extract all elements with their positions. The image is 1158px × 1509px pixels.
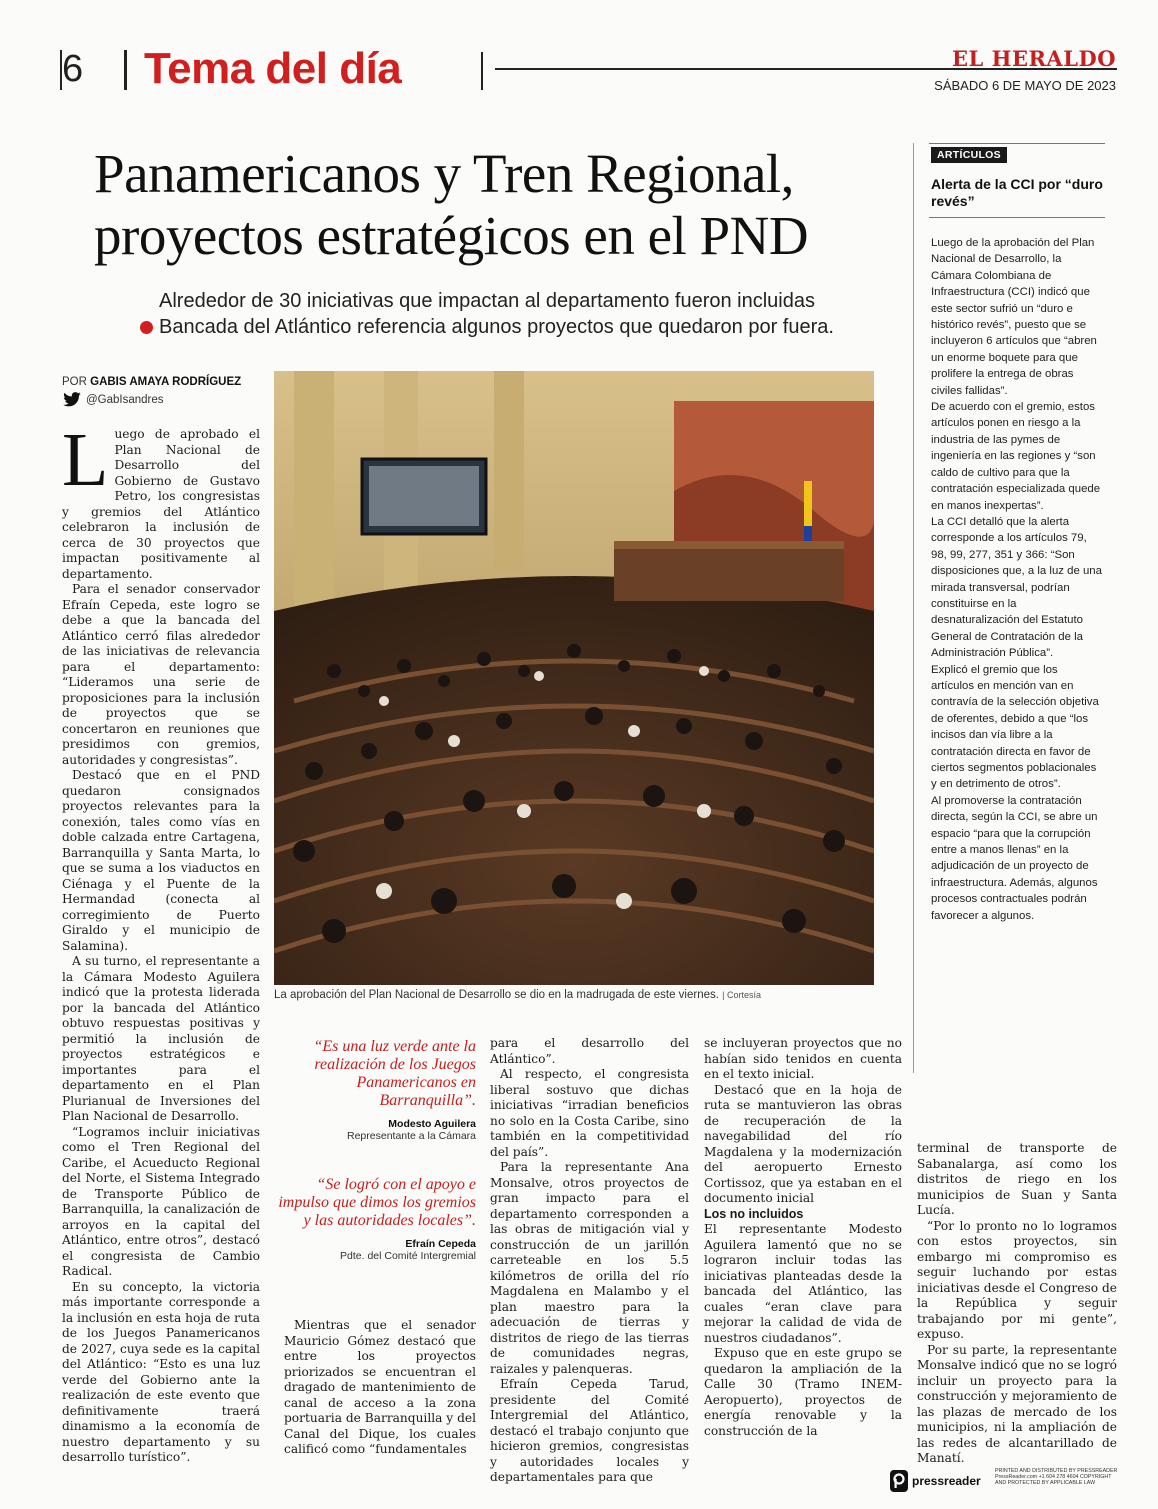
- article-column-2: [284, 1318, 476, 1458]
- article-paragraph: El representante Modesto Aguilera lamentó que no se lograron incluir todas las iniciativas planteadas desde la bancada del Atlántico, las cuales “eran clave para mejorar la calidad de vida de nuestros ciudadanos”.: [704, 1222, 902, 1345]
- article-paragraph: “Por lo pronto no lo logramos con estos proyectos, sin embargo mi compromiso es seguir luchando por estas iniciativas desde el Congreso de la República y seguir trabajando por mi gente”, expuso.: [917, 1218, 1117, 1341]
- twitter-handle[interactable]: @GabIsandres: [62, 392, 164, 408]
- author-name: GABIS AMAYA RODRÍGUEZ: [90, 376, 242, 388]
- pressreader-name: pressreader: [912, 1474, 981, 1488]
- quote-text: “Se logró con el apoyo e impulso que dimos los gremios y las autoridades locales”.: [278, 1176, 476, 1229]
- article-paragraph: “Logramos incluir iniciativas como el Tren Regional del Caribe, el Acueducto Regional del Norte, el Sistema Integrado de Transporte Público de Barranquilla, la canalización de arroyos en la capital del Atlántico, entre otros”, destacó el congresista de Cambio Radical.: [62, 1124, 260, 1278]
- photo-credit: | Cortesía: [722, 990, 762, 1000]
- article-paragraph: Para el senador conservador Efraín Cepeda, este logro se debe a que la bancada del Atlántico cerró filas alrededor de las iniciativas de relevancia para el departamento: “Lideramos una serie de proposiciones para la inclusión de proyectos que se concertaron en reuniones que presidimos con gremios, autoridades y congresistas”.: [62, 582, 260, 767]
- quote-role: Pdte. del Comité Intergremial: [340, 1250, 476, 1262]
- quote-author: Modesto Aguilera: [388, 1118, 476, 1130]
- byline: POR GABIS AMAYA RODRÍGUEZ: [62, 376, 242, 388]
- sidebar-divider: [913, 143, 914, 1073]
- article-column-1: [62, 418, 260, 1466]
- twitter-bird-icon: [62, 392, 82, 408]
- sidebar-paragraph: Al promoverse la contratación directa, según la CCI, se abre un espacio “para que la corrupción entre a manos llenas” en la adjudicación de un proyecto de infraestructura. Además, algunos procesos contractuales podrán favorecer a algunos.: [931, 794, 1098, 922]
- article-paragraph: Para la representante Ana Monsalve, otros proyectos de gran impacto para el departamento corresponden a las obras de mitigación vial y construcción de un jarillón carreteable en los 5.5 kilómetros de orilla del río Magdalena en Malambo y el plan maestro para la adecuación de tierras y distritos de riego de las tierras de comunidades negras, raizales y palenqueras.: [490, 1160, 689, 1376]
- headline: Panamericanos y Tren Regional, proyectos estratégicos en el PND: [94, 143, 809, 266]
- header-divider-right: [481, 52, 483, 90]
- article-paragraph: Efraín Cepeda Tarud, presidente del Comité Intergremial del Atlántico, destacó el trabajo conjunto que hicieron gremios, congresistas y autoridades locales y departamentales para que: [490, 1377, 689, 1484]
- article-paragraph: Mientras que el senador Mauricio Gómez destacó que entre los proyectos priorizados se encuentran el dragado de mantenimiento de canal de acceso a la zona portuaria de Barranquilla y del Canal del Dique, los cuales calificó como “fundamentales: [284, 1318, 476, 1456]
- article-paragraph: Por su parte, la representante Monsalve indicó que no se logró incluir un proyecto para la construcción y mejoramiento de las plazas de mercado de los municipios, ni la ampliación de las redes de alcantarillado de Manatí.: [917, 1342, 1117, 1465]
- header-divider: [124, 50, 127, 90]
- article-paragraph: terminal de transporte de Sabanalarga, así como los distritos de riego en los municipios de Suan y Santa Lucía.: [917, 1141, 1117, 1217]
- issue-date: SÁBADO 6 DE MAYO DE 2023: [934, 78, 1116, 93]
- article-paragraph: se incluyeran proyectos que no habían sido tenidos en cuenta en el texto inicial.: [704, 1036, 902, 1081]
- section-title: Tema del día: [144, 44, 402, 93]
- deck-line-2: Bancada del Atlántico referencia algunos proyectos que quedaron por fuera.: [82, 314, 892, 340]
- pressreader-icon: [890, 1470, 908, 1492]
- article-paragraph: Al respecto, el congresista liberal sostuvo que dichas iniciativas “irradian beneficios no solo en la Costa Caribe, sino también en la competitividad del país”.: [490, 1067, 689, 1159]
- pull-quote-1: [278, 1038, 476, 1142]
- deck-line-1: Alrededor de 30 iniciativas que impactan al departamento fueron incluidas: [159, 290, 815, 312]
- page-number: 6: [62, 48, 84, 90]
- congress-chamber-image: [274, 371, 874, 985]
- sidebar-rule: [929, 217, 1105, 218]
- sidebar-title: Alerta de la CCI por “duro revés”: [931, 176, 1103, 209]
- article-column-3: [490, 1036, 689, 1486]
- sidebar-rule-top: [929, 143, 1105, 144]
- sidebar-body: [931, 235, 1103, 924]
- sidebar-paragraph: Explicó el gremio que los artículos en mención van en contravía de la selección objetiva de oferentes, debido a que “los incisos dan vía libre a la contratación directa en favor de ciertos segmentos poblacionales y en detrimento de otros”.: [931, 663, 1099, 791]
- sidebar-paragraph: La CCI detalló que la alerta corresponde a los artículos 79, 98, 99, 277, 351 y 366: “Son disposiciones que, a la luz de una mirada transversal, podrían constituirse en la desnaturalización del Estatuto General de Contratación de la Administración Pública”.: [931, 515, 1102, 660]
- article-paragraph: En su concepto, la victoria más importante corresponde a la inclusión en esta hoja de ruta de los Juegos Panamericanos de 2027, cuya sede es la capital del Atlántico: “Esto es una luz verde del Gobierno ante la realización de este evento que definitivamente traerá dinamismo a la economía de nuestro departamento y su desarrollo turístico”.: [62, 1279, 260, 1464]
- bullet-dot-icon: [140, 321, 153, 334]
- article-paragraph: Expuso que en este grupo se quedaron la ampliación de la Calle 30 (Tramo INEM-Aeropuerto), proyectos de energía renovable y la construcción de la: [704, 1346, 902, 1438]
- newspaper-logo: EL HERALDO: [952, 46, 1116, 71]
- photo-caption: La aprobación del Plan Nacional de Desarrollo se dio en la madrugada de este viernes. | Cortesía: [274, 989, 762, 1001]
- sidebar-paragraph: Luego de la aprobación del Plan Nacional de Desarrollo, la Cámara Colombiana de Infraestructura (CCI) indicó que este sector sufrió un “duro e histórico revés”, puesto que se incluyeron 6 artículos que “abren un enorme boquete para que prolifere la entrega de obras civiles fallidas”.: [931, 237, 1097, 397]
- pull-quote-2: [278, 1176, 476, 1262]
- quote-author: Efraín Cepeda: [405, 1238, 476, 1250]
- pressreader-fine-print: PRINTED AND DISTRIBUTED BY PRESSREADER PressReader.com +1 604 278 4604 COPYRIGHT AND PROTECTED BY APPLICABLE LAW: [995, 1468, 1118, 1487]
- quote-text: “Es una luz verde ante la realización de los Juegos Panamericanos en Barranquilla”.: [313, 1038, 476, 1109]
- article-paragraph: A su turno, el representante a la Cámara Modesto Aguilera indicó que la protesta liderada por la bancada del Atlántico obtuvo respuestas positivas y permitió la inclusión de proyectos estratégicos e importantes para el departamento en el Plan Plurianual de Inversiones del Plan Nacional de Desarrollo.: [62, 954, 260, 1123]
- drop-cap: L: [62, 418, 109, 502]
- congress-photo: [274, 371, 874, 985]
- pressreader-logo[interactable]: [890, 1470, 981, 1492]
- deck: [82, 288, 892, 340]
- subheading: Los no incluidos: [704, 1206, 804, 1221]
- sidebar-tag: ARTÍCULOS: [931, 147, 1007, 163]
- sidebar-paragraph: De acuerdo con el gremio, estos artículos ponen en riesgo a la industria de las pymes de ingeniería en las regiones y “son caldo de cultivo para que la contratación especializada quede en manos inexpertas”.: [931, 401, 1101, 512]
- article-column-5: [917, 1141, 1117, 1467]
- article-paragraph: para el desarrollo del Atlántico”.: [490, 1036, 689, 1066]
- article-paragraph: Destacó que en el PND quedaron consignados proyectos relevantes para la conexión, tales como vías en doble calzada entre Cartagena, Barranquilla y Santa Marta, lo que se suma a los viaductos en Ciénaga y el Puente de la Hermandad (conecta al corregimiento de Puerto Giraldo y el municipio de Salamina).: [62, 768, 260, 953]
- article-paragraph: uego de aprobado el Plan Nacional de Desarrollo del Gobierno de Gustavo Petro, los congresistas y gremios del Atlántico celebraron la inclusión de cerca de 30 proyectos que impactan positivamente al departamento.: [62, 427, 260, 581]
- article-paragraph: Destacó que en la hoja de ruta se mantuvieron las obras de recuperación de la navegabilidad del río Magdalena y la modernización del aeropuerto Ernesto Cortissoz, que ya estaban en el documento inicial: [704, 1082, 902, 1205]
- article-column-4: [704, 1036, 902, 1439]
- quote-role: Representante a la Cámara: [347, 1130, 476, 1142]
